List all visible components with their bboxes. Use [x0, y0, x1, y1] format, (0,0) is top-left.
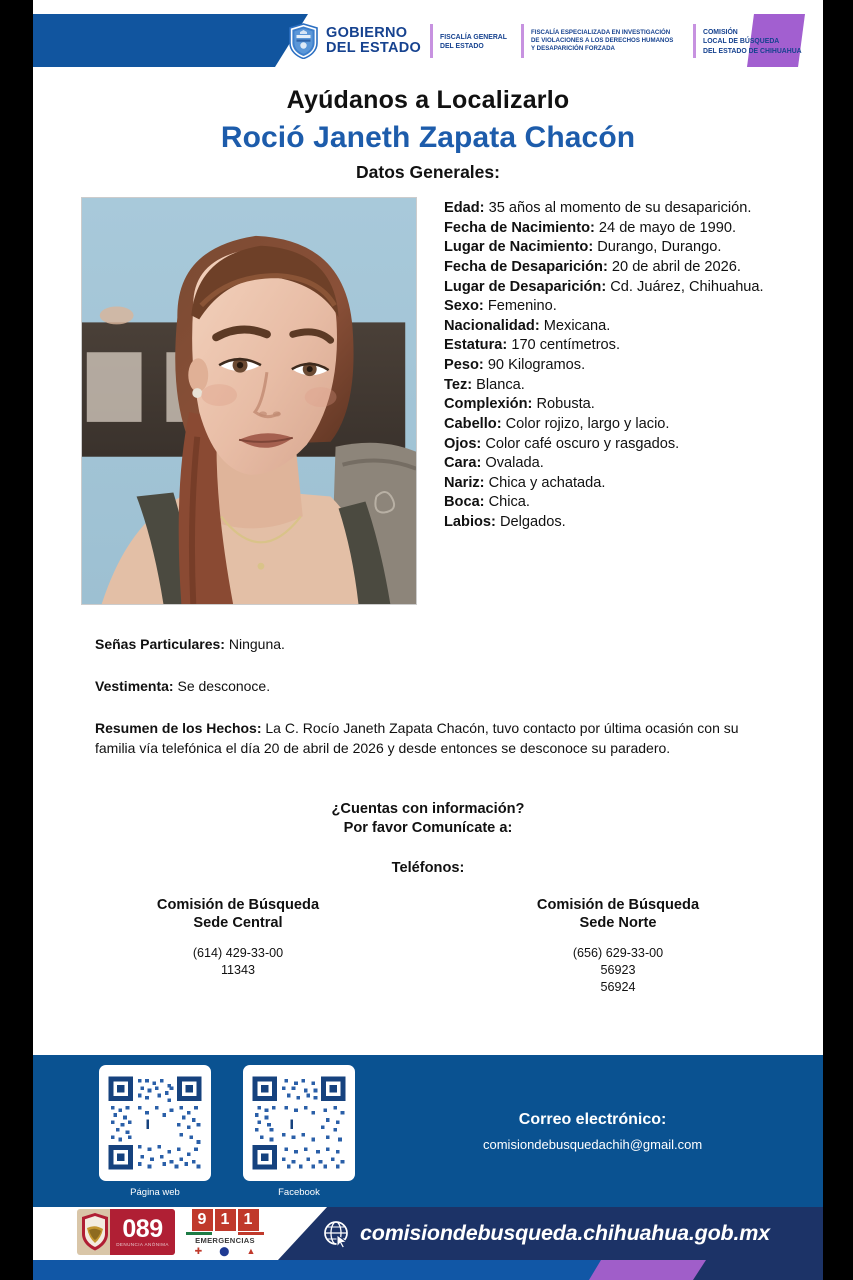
- gobierno-del-estado-label: GOBIERNO DEL ESTADO: [326, 25, 422, 56]
- office-phone-list: [468, 945, 768, 996]
- globe-cursor-icon: [323, 1220, 351, 1248]
- data-row: Fecha de Desaparición: 20 de abril de 2026.: [444, 258, 741, 275]
- data-row: Sexo: Femenino.: [444, 298, 557, 315]
- fiscalia-especializada-label: FISCALÍA ESPECIALIZADA EN INVESTIGACIÓN DE VIOLACIONES A LOS DERECHOS HUMANOS Y DESAPARICIÓN FORZADA: [531, 28, 674, 53]
- qr-code-icon[interactable]: [243, 1065, 355, 1181]
- note-vestimenta: Vestimenta: Se desconoce.: [95, 677, 271, 694]
- phone-number[interactable]: 56924: [600, 980, 636, 995]
- data-row: Cara: Ovalada.: [444, 455, 544, 472]
- email-heading: Correo electrónico:: [518, 1110, 667, 1128]
- phone-number[interactable]: 56923: [600, 963, 636, 978]
- 089-subtitle: DENUNCIA ANÓNIMA: [116, 1242, 169, 1247]
- header-divider-3: [693, 24, 696, 58]
- main-content: [33, 197, 823, 605]
- government-header-banner: [33, 0, 823, 82]
- comision-busqueda-label: COMISIÓN LOCAL DE BÚSQUEDA DEL ESTADO DE CHIHUAHUA: [703, 27, 802, 55]
- 089-number-block: [110, 1209, 175, 1255]
- stripe-navy: [693, 1260, 823, 1280]
- contact-call-to-action: Por favor Comunícate a:: [343, 819, 513, 836]
- office-phone-list: [88, 945, 388, 979]
- office-sede-central: [88, 896, 388, 997]
- fire-icon: ▲: [246, 1245, 256, 1256]
- mexico-flag-bar: [186, 1232, 264, 1235]
- note-resumen-hechos: Resumen de los Hechos: La C. Rocío Janeth Zapata Chacón, tuvo contacto por última ocasión con su familia vía telefónica el día 20 de abril de 2026 y desde entonces se desconoce su paradero.: [95, 719, 739, 756]
- page-title: Roció Janeth Zapata Chacón: [220, 121, 636, 154]
- phones-heading: Teléfonos:: [391, 859, 465, 876]
- data-row: Ojos: Color café oscuro y rasgados.: [444, 435, 680, 452]
- data-row: Nariz: Chica y achatada.: [444, 474, 606, 491]
- qr-item-website[interactable]: [99, 1065, 211, 1198]
- bottom-decorative-stripe: [33, 1260, 823, 1280]
- 911-digit: 1: [215, 1209, 236, 1231]
- contact-section: [33, 801, 823, 997]
- qr-label: Facebook: [278, 1186, 320, 1198]
- website-url[interactable]: comisiondebusqueda.chihuahua.gob.mx: [360, 1221, 770, 1245]
- section-heading-datos-generales: Datos Generales:: [356, 162, 500, 182]
- bottom-bar: [33, 1207, 823, 1260]
- office-sede-norte: [468, 896, 768, 997]
- email-address[interactable]: comisiondebusquedachih@gmail.com: [483, 1136, 703, 1152]
- photo-column: [81, 197, 417, 605]
- header-divider-2: [521, 24, 524, 58]
- police-badge-icon: ⬤: [219, 1245, 230, 1256]
- data-row: Lugar de Nacimiento: Durango, Durango.: [444, 239, 722, 256]
- 089-number: 089: [122, 1214, 163, 1243]
- data-row: Edad: 35 años al momento de su desaparición.: [444, 200, 752, 216]
- blue-footer-band: [33, 1055, 823, 1207]
- contact-question: ¿Cuentas con información?: [331, 800, 525, 817]
- phone-number[interactable]: (614) 429-33-00: [192, 946, 284, 961]
- 911-digit: 1: [238, 1209, 259, 1231]
- data-row: Nacionalidad: Mexicana.: [444, 317, 611, 334]
- email-group: [483, 1111, 702, 1152]
- fiscalia-general-label: FISCALÍA GENERAL DEL ESTADO: [440, 31, 508, 50]
- emergency-logos: [77, 1209, 264, 1256]
- data-row: Fecha de Nacimiento: 24 de mayo de 1990.: [444, 219, 737, 236]
- missing-person-poster: [33, 0, 823, 1280]
- data-row: Lugar de Desaparición: Cd. Juárez, Chihuahua.: [444, 278, 764, 295]
- note-senas-particulares: Señas Particulares: Ninguna.: [95, 636, 285, 652]
- data-row: Cabello: Color rojizo, largo y lacio.: [444, 415, 670, 432]
- 911-digit: 9: [192, 1209, 213, 1231]
- office-name: Comisión de Búsqueda Sede Central: [156, 896, 320, 932]
- phone-number[interactable]: (656) 629-33-00: [572, 946, 664, 961]
- medical-cross-icon: ✚: [194, 1245, 203, 1256]
- notes-section: [33, 635, 823, 759]
- website-group[interactable]: [323, 1207, 770, 1260]
- data-row: Tez: Blanca.: [444, 376, 525, 393]
- qr-code-group: [99, 1065, 387, 1198]
- office-name: Comisión de Búsqueda Sede Norte: [536, 896, 700, 932]
- help-headline: Ayúdanos a Localizarlo: [286, 86, 570, 114]
- missing-person-photo: [81, 197, 417, 605]
- left-black-border: [0, 0, 33, 1280]
- qr-code-icon[interactable]: [99, 1065, 211, 1181]
- stripe-purple: [589, 1260, 709, 1280]
- qr-item-facebook[interactable]: [243, 1065, 355, 1198]
- chihuahua-shield-icon: [288, 23, 319, 59]
- data-row: Peso: 90 Kilogramos.: [444, 357, 586, 373]
- general-data-list: [417, 197, 795, 605]
- poster-titles: [33, 86, 823, 183]
- data-row: Complexión: Robusta.: [444, 396, 595, 413]
- right-black-border: [823, 0, 853, 1280]
- header-divider-1: [430, 24, 433, 58]
- qr-label: Página web: [130, 1186, 180, 1198]
- data-row: Estatura: 170 centímetros.: [444, 337, 621, 354]
- 089-shield-icon: [80, 1212, 110, 1252]
- 911-service-icons: [186, 1247, 264, 1256]
- header-blue-shape: [33, 14, 308, 67]
- logo-911: [186, 1209, 264, 1256]
- logo-089: [77, 1209, 175, 1255]
- phone-number[interactable]: 11343: [220, 963, 256, 978]
- data-row: Labios: Delgados.: [444, 514, 566, 530]
- data-row: Boca: Chica.: [444, 494, 530, 511]
- stripe-blue: [33, 1260, 633, 1280]
- 911-emergencias-label: EMERGENCIAS: [195, 1235, 255, 1245]
